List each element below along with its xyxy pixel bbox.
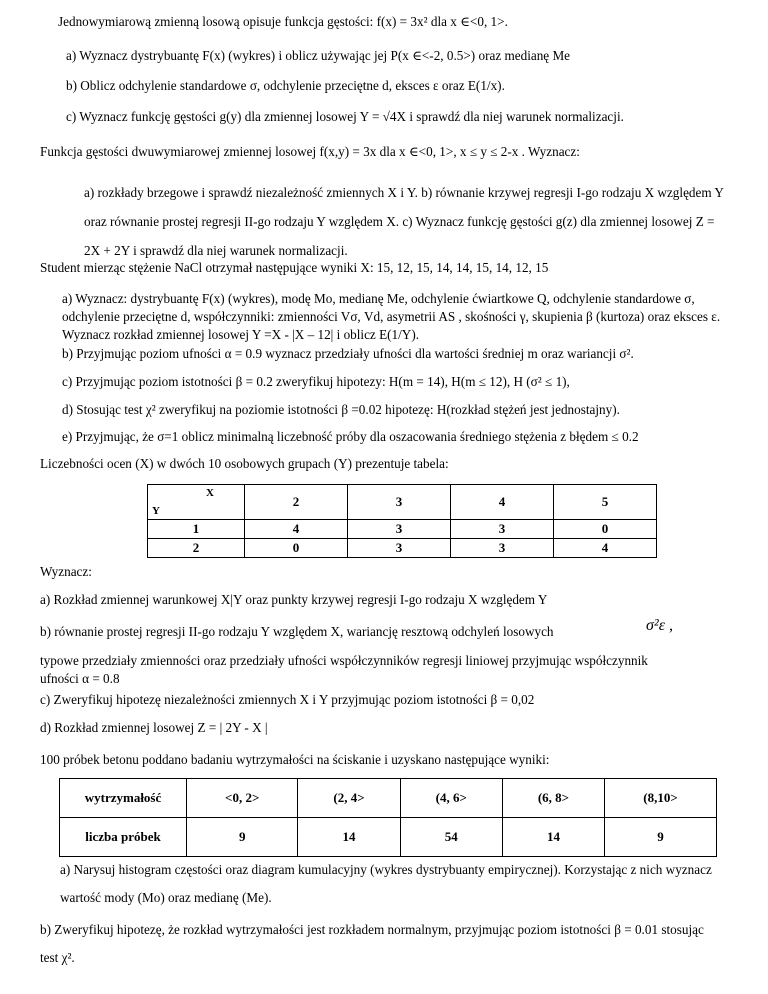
p3-intro: Student mierząc stężenie NaCl otrzymał następujące wyniki X: 15, 12, 15, 14, 14, 15, 14, 12, 15 [40,260,549,275]
p5-a: a) Narysuj histogram częstości oraz diagram kumulacyjny (wykres dystrybuanty empirycznej). Korzystając z nich wyznacz wartość mody (Mo) oraz medianę (Me). [60,862,712,905]
x-header-cell: 3 [348,485,451,520]
table-cell: 9 [605,818,717,857]
p3-c: c) Przyjmując poziom istotności β = 0.2 zweryfikuj hipotezy: H(m = 14), H(m ≤ 12), H (σ² ≤ 1), [62,374,570,389]
sigma-epsilon-symbol: σ²ε , [646,617,673,634]
p3-b: b) Przyjmując poziom ufności α = 0.9 wyznacz przedziały ufności dla wartości średniej m oraz wariancji σ². [62,346,634,361]
p3-e: e) Przyjmując, że σ=1 oblicz minimalną liczebność próby dla oszacowania średniego stężenia z błędem ≤ 0.2 [62,429,639,444]
p2-intro: Funkcja gęstości dwuwymiarowej zmiennej losowej f(x,y) = 3x dla x ∈<0, 1>, x ≤ y ≤ 2-x . Wyznacz: [40,144,580,159]
p4-intro: Liczebności ocen (X) w dwóch 10 osobowych grupach (Y) prezentuje tabela: [40,456,449,471]
x-header-cell: 4 [451,485,554,520]
y-value-cell: 2 [148,539,245,558]
y-value-cell: 1 [148,520,245,539]
p1-b: b) Oblicz odchylenie standardowe σ, odchylenie przeciętne d, eksces ε oraz E(1/x). [66,78,505,93]
table-cell: 9 [187,818,298,857]
p3-d: d) Stosując test χ² zweryfikuj na poziomie istotności β =0.02 hipotezę: H(rozkład stężeń jest jednostajny). [62,402,620,417]
table-header-cell: (2, 4> [298,779,400,818]
table-header-cell: (8,10> [605,779,717,818]
table-cell: 3 [451,539,554,558]
table-header-cell: (6, 8> [502,779,604,818]
corner-y-label: Y [152,505,160,517]
table-cell: 4 [554,539,657,558]
p5-intro: 100 próbek betonu poddano badaniu wytrzymałości na ściskanie i uzyskano następujące wyniki: [40,752,550,767]
x-header-cell: 2 [245,485,348,520]
p4-d: d) Rozkład zmiennej losowej Z = | 2Y - X | [40,720,268,735]
table-cell: 3 [348,539,451,558]
table-cell: 14 [298,818,400,857]
p1-c: c) Wyznacz funkcję gęstości g(y) dla zmiennej losowej Y = √4X i sprawdź dla niej warunek normalizacji. [66,109,624,124]
p1-a: a) Wyznacz dystrybuantę F(x) (wykres) i oblicz używając jej P(x ∈<-2, 0.5>) oraz medianę Me [66,48,571,63]
table-header-cell: <0, 2> [187,779,298,818]
p4-a: a) Rozkład zmiennej warunkowej X|Y oraz punkty krzywej regresji I-go rodzaju X względem Y [40,592,548,607]
table-cell: 3 [348,520,451,539]
x-header-cell: 5 [554,485,657,520]
p1-intro: Jednowymiarową zmienną losową opisuje funkcja gęstości: f(x) = 3x² dla x ∈<0, 1>. [58,14,508,29]
p3-a: a) Wyznacz: dystrybuantę F(x) (wykres), modę Mo, medianę Me, odchylenie ćwiartkowe Q, odchylenie standardowe σ, odchylenie przeciętne d, współczynniki: zmienności Vσ, Vd, asymetrii AS , skośności γ, skupienia β (kurtoza) oraz eksces ε. Wyznacz rozkład zmiennej losowej Y =X - |X – 12| i oblicz E(1/Y). [62,291,721,342]
p4-b: b) równanie prostej regresji II-go rodzaju Y względem X, wariancję resztową odchyleń losowych [40,624,554,639]
table-cell: liczba próbek [60,818,187,857]
grade-table [147,484,657,558]
corner-x-label: X [206,487,214,499]
p5-b: b) Zweryfikuj hipotezę, że rozkład wytrzymałości jest rozkładem normalnym, przyjmując poziom istotności β = 0.01 stosując test χ². [40,922,704,965]
p4-wyznacz: Wyznacz: [40,564,92,579]
p4-b2: typowe przedziały zmienności oraz przedziały ufności współczynników regresji liniowej przyjmując współczynnik ufności α = 0.8 [40,653,648,686]
table-row [148,539,657,558]
table-cell: 4 [245,520,348,539]
table-row [60,818,717,857]
table-row [148,520,657,539]
p2-body: a) rozkłady brzegowe i sprawdź niezależność zmiennych X i Y. b) równanie krzywej regresji I-go rodzaju X względem Y oraz równanie prostej regresji II-go rodzaju Y względem X. c) Wyznacz funkcję gęstości g(z) dla zmiennej losowej Z = 2X + 2Y i sprawdź dla niej warunek normalizacji. [84,185,724,258]
table-cell: 0 [554,520,657,539]
table-cell: 14 [502,818,604,857]
table-header-cell: (4, 6> [400,779,502,818]
table-corner-cell [148,485,245,520]
table-header-cell: wytrzymałość [60,779,187,818]
table-cell: 0 [245,539,348,558]
table-cell: 54 [400,818,502,857]
strength-table [59,778,717,857]
table-cell: 3 [451,520,554,539]
p4-c: c) Zweryfikuj hipotezę niezależności zmiennych X i Y przyjmując poziom istotności β = 0,02 [40,692,535,707]
